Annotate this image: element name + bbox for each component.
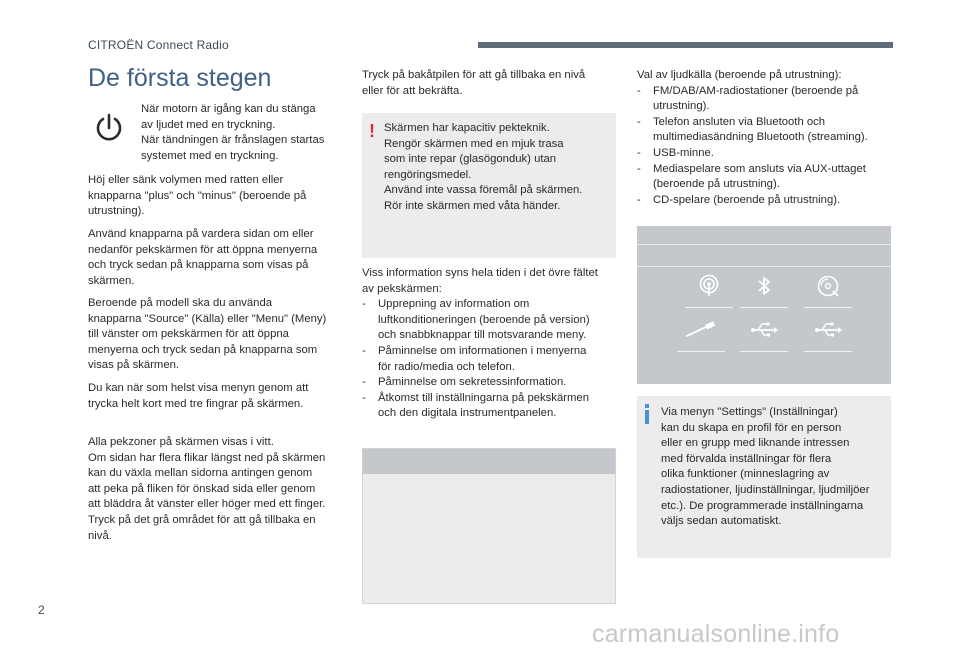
touch-zones-paragraph: Alla pekzoner på skärmen visas i vitt. Om sidan har flera flikar längst ned på skärmen kan du växla mellan sidorna antingen genom att peka på fliken för önskad sida eller genom att bläddra åt vänster eller höger med ett finger. Tryck på det grå området för att gå tillbaka en nivå. — [88, 436, 326, 542]
radio-icon — [685, 274, 733, 308]
list-item: - Mediaspelare som ansluts via AUX-uttaget (beroende på utrustning). — [637, 162, 891, 193]
aux-icon — [677, 318, 725, 352]
header-bar — [478, 42, 893, 48]
list-item: - Upprepning av information om luftkonditioneringen (beroende på version) och snabbknappar till motsvarande meny. — [362, 297, 616, 344]
info-text: Via menyn "Settings" (Inställningar) kan du skapa en profil för en person eller en grupp med liknande intressen med förvalda inställningar för flera olika funktioner (minneslagring av radiostationer, ljudinställningar, ljudmiljöer etc.). De programmerade inställningarna väljs sedan automatiskt. — [661, 406, 870, 528]
three-finger-paragraph: Du kan när som helst visa menyn genom att trycka helt kort med tre fingrar på skärmen. — [88, 382, 309, 410]
usb-icon — [804, 318, 852, 352]
list-item: - Telefon ansluten via Bluetooth och multimediasändning Bluetooth (streaming). — [637, 115, 891, 146]
cd-icon — [804, 274, 852, 308]
info-bar-list — [362, 297, 616, 422]
buttons-paragraph: Använd knapparna på vardera sidan om eller nedanför pekskärmen för att öppna menyerna och tryck sedan på knapparna som visas på skärmen. — [88, 228, 318, 287]
usb-icon — [740, 318, 788, 352]
power-text: När motorn är igång kan du stänga av ljudet med en tryckning. När tändningen är frånslagen startas systemet med en tryckning. — [141, 103, 325, 162]
back-arrow-paragraph: Tryck på bakåtpilen för att gå tillbaka en nivå eller för att bekräfta. — [362, 69, 586, 97]
list-item: - Påminnelse om informationen i menyerna för radio/media och telefon. — [362, 344, 616, 375]
list-item: - USB-minne. — [637, 146, 891, 162]
section-header: CITROËN Connect Radio — [88, 38, 229, 52]
list-item: - FM/DAB/AM-radiostationer (beroende på utrustning). — [637, 84, 891, 115]
power-icon — [92, 111, 126, 145]
source-menu-paragraph: Beroende på modell ska du använda knapparna "Source" (Källa) eller "Menu" (Meny) till vänster om pekskärmen för att öppna menyerna och tryck sedan på knapparna som visas på skärmen. — [88, 297, 327, 372]
list-item: - CD-spelare (beroende på utrustning). — [637, 193, 891, 209]
bluetooth-icon — [740, 274, 788, 308]
page-title: De första stegen — [88, 64, 272, 92]
info-icon — [643, 404, 651, 424]
list-item: - Påminnelse om sekretessinformation. — [362, 375, 616, 391]
warning-icon: ! — [369, 121, 375, 141]
volume-paragraph: Höj eller sänk volymen med ratten eller knapparna "plus" och "minus" (beroende på utrustning). — [88, 174, 307, 218]
list-item: - Åtkomst till inställningarna på pekskärmen och den digitala instrumentpanelen. — [362, 391, 616, 422]
audio-source-paragraph: Val av ljudkälla (beroende på utrustning): - FM/DAB/AM-radiostationer (beroende på utrustning). - Telefon ansluten via Bluetooth och multimediasändning Bluetooth (streaming). - USB-minne. - Mediaspelare som ansluts via AUX-uttaget (beroende på utrustning). - CD-spelare (beroende på utrustning). — [637, 68, 891, 208]
warning-text: Skärmen har kapacitiv pekteknik. Rengör skärmen med en mjuk trasa som inte repar (glasögonduk) utan rengöringsmedel. Använd inte vassa föremål på skärmen. Rör inte skärmen med våta händer. — [384, 122, 583, 212]
screen-illustration-settings — [362, 448, 616, 604]
page-number: 2 — [38, 603, 45, 617]
audio-source-list — [637, 84, 891, 209]
screen-top-bar — [363, 449, 615, 474]
screen-illustration-sources — [637, 226, 891, 384]
watermark: carmanualsonline.info — [592, 620, 840, 648]
info-bar-paragraph: Viss information syns hela tiden i det övre fältet av pekskärmen: - Upprepning av information om luftkonditioneringen (beroende på version) och snabbknappar till motsvarande meny. - Påminnelse om informationen i menyerna för radio/media och telefon. - Påminnelse om sekretessinformation. - Åtkomst till inställningarna på pekskärmen och den digitala instrumentpanelen. — [362, 266, 616, 422]
